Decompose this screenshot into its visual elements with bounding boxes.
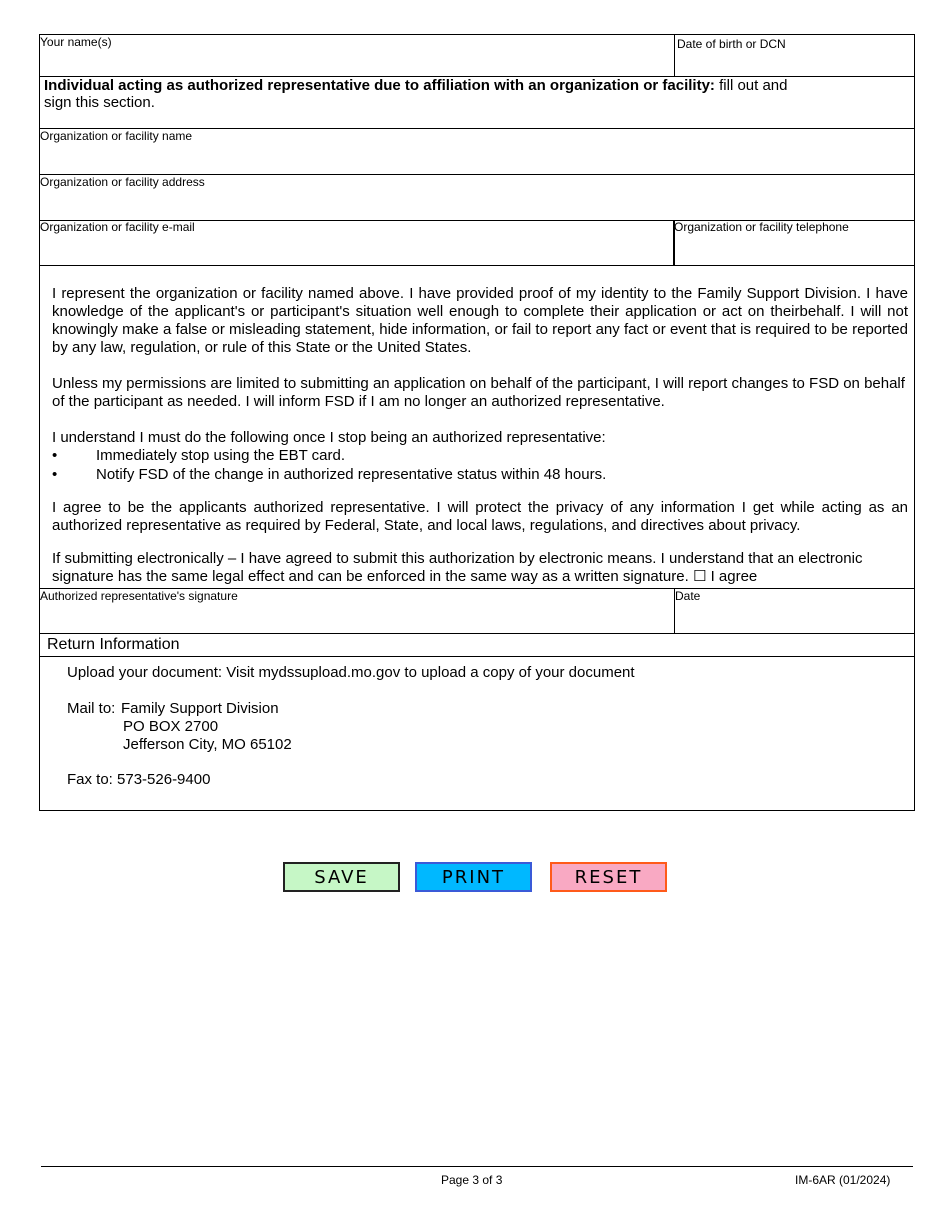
signature-date-label: Date bbox=[675, 589, 701, 603]
mail-prefix: Mail to: bbox=[67, 700, 116, 717]
mail-address-line-3: Jefferson City, MO 65102 bbox=[123, 736, 292, 753]
org-section-heading bbox=[44, 77, 904, 111]
print-button[interactable]: PRINT bbox=[415, 862, 532, 892]
org-name-label: Organization or facility name bbox=[40, 129, 193, 143]
reset-button[interactable]: RESET bbox=[550, 862, 667, 892]
page-number: Page 3 of 3 bbox=[441, 1173, 503, 1187]
applicant-name-field[interactable] bbox=[39, 34, 675, 77]
bullet-icon: • bbox=[52, 466, 58, 483]
return-info-title: Return Information bbox=[47, 636, 180, 653]
form-id: IM-6AR (01/2024) bbox=[795, 1173, 891, 1187]
bullet-text: Immediately stop using the EBT card. bbox=[96, 447, 346, 464]
statement-paragraph-4: I agree to be the applicants authorized representative. I will protect the privacy of any information I get while acting as an authorized representative as required by Federal, State, and local laws, regulations, and directives about privacy. bbox=[52, 499, 908, 534]
signature-date-field[interactable] bbox=[674, 588, 915, 634]
org-email-label: Organization or facility e-mail bbox=[40, 220, 195, 234]
footer-divider bbox=[41, 1166, 913, 1167]
save-button[interactable]: SAVE bbox=[283, 862, 400, 892]
mail-address-line-1: Family Support Division bbox=[121, 700, 279, 717]
org-section-heading-line2: sign this section. bbox=[44, 94, 155, 111]
applicant-name-label: Your name(s) bbox=[40, 35, 112, 49]
agree-label: I agree bbox=[710, 568, 758, 585]
dob-dcn-label: Date of birth or DCN bbox=[677, 37, 786, 51]
statement-paragraph-2: Unless my permissions are limited to submitting an application on behalf of the participant, I will report changes to FSD on behalf of the participant as needed. I will inform FSD if I am no longer an authorized representative. bbox=[52, 375, 905, 410]
statement-paragraph-1: I represent the organization or facility named above. I have provided proof of my identity to the Family Support Division. I have knowledge of the applicant's or participant's situation well enough to complete their application or act on theirbehalf. I will not knowingly make a false or misleading statement, hide information, or fail to report any fact or event that is required to be reported by any law, regulation, or rule of this State or the United States. bbox=[52, 285, 908, 356]
mail-address-line-2: PO BOX 2700 bbox=[123, 718, 219, 735]
signature-label: Authorized representative's signature bbox=[40, 589, 238, 603]
bullet-icon: • bbox=[52, 447, 58, 464]
org-phone-label: Organization or facility telephone bbox=[674, 220, 849, 234]
agree-checkbox[interactable]: ☐ bbox=[692, 568, 707, 585]
statement-paragraph-5 bbox=[52, 550, 908, 586]
org-section-heading-bold: Individual acting as authorized representative due to affiliation with an organization or facility: bbox=[44, 77, 715, 94]
statement-paragraph-3: I understand I must do the following once I stop being an authorized representative: bbox=[52, 429, 606, 446]
org-section-heading-rest: fill out and bbox=[714, 77, 788, 94]
org-address-label: Organization or facility address bbox=[40, 175, 205, 189]
fax-number: Fax to: 573-526-9400 bbox=[67, 771, 211, 788]
electronic-consent-text: If submitting electronically – I have agreed to submit this authorization by electronic means. I understand that an electronic signature has the same legal effect and can be enforced in the same way as a written signature. bbox=[52, 550, 863, 585]
bullet-text: Notify FSD of the change in authorized representative status within 48 hours. bbox=[96, 466, 607, 483]
upload-instructions: Upload your document: Visit mydssupload.mo.gov to upload a copy of your document bbox=[67, 664, 635, 681]
